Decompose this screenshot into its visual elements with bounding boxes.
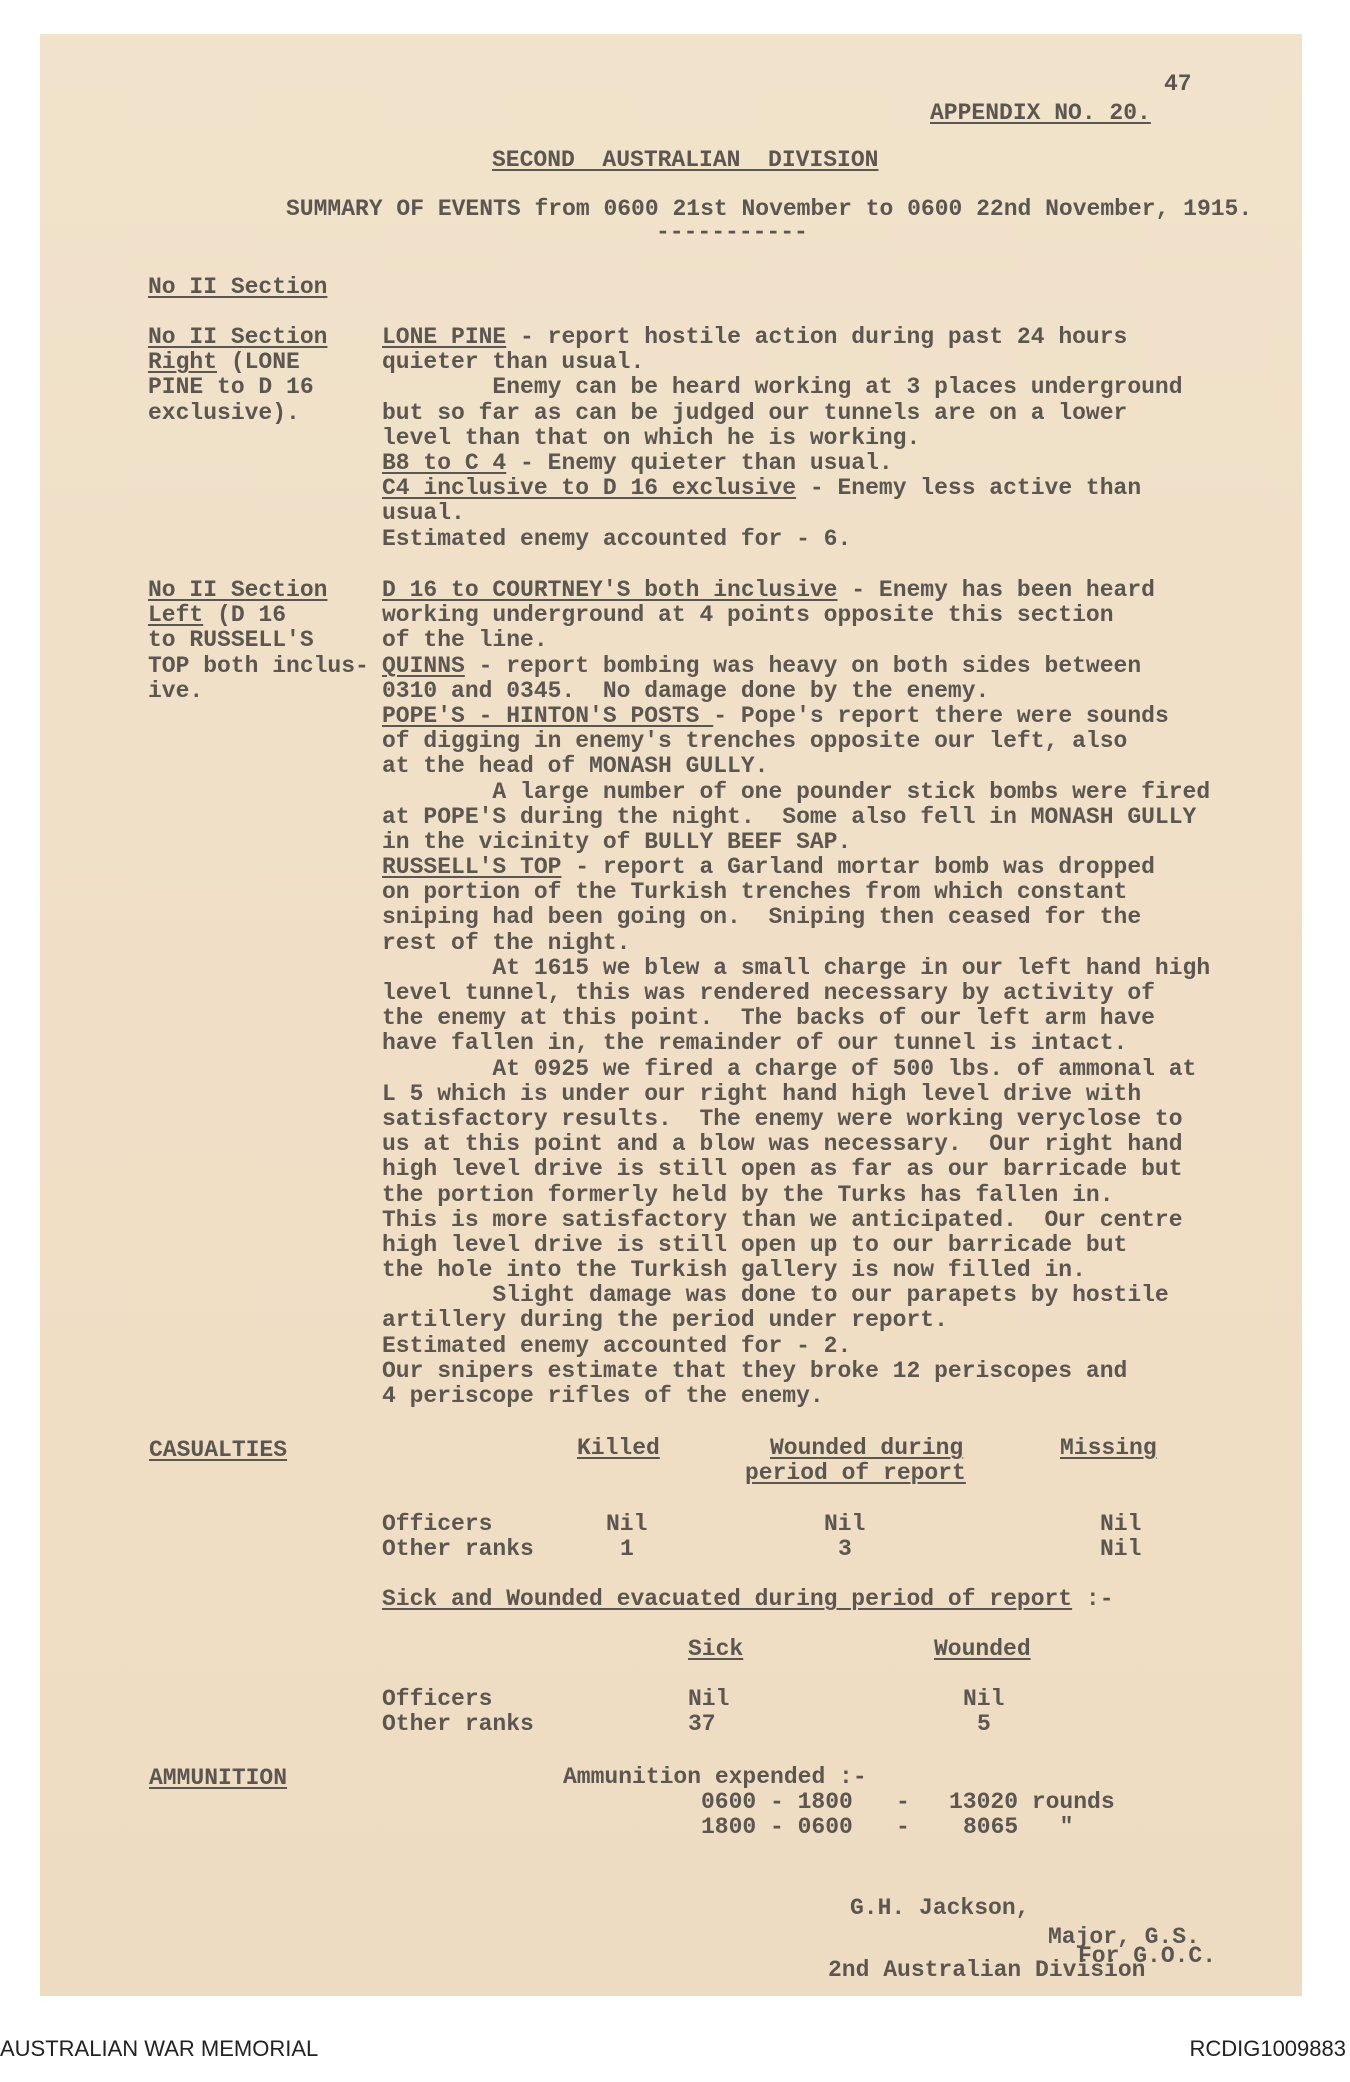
ammunition-intro: Ammunition expended :- bbox=[563, 1764, 867, 1790]
underlined-heading: POPE'S - HINTON'S POSTS bbox=[382, 702, 714, 729]
text-segment: on portion of the Turkish trenches from which constant bbox=[382, 879, 1128, 906]
underlined-heading: No II Section bbox=[148, 324, 328, 350]
evac-wounded: Nil bbox=[963, 1686, 1005, 1712]
title-separator: ----------- bbox=[656, 219, 808, 245]
text-line bbox=[382, 401, 1183, 426]
text-segment: A large number of one pounder stick bombs were fired bbox=[382, 778, 1211, 805]
left-section-label bbox=[148, 578, 369, 704]
underlined-heading: B8 to C 4 bbox=[382, 449, 507, 476]
text-line bbox=[382, 1283, 1210, 1308]
text-line bbox=[148, 325, 327, 350]
col-killed: Killed bbox=[577, 1435, 660, 1461]
text-segment: rest of the night. bbox=[382, 929, 631, 956]
text-line bbox=[382, 375, 1183, 400]
text-line bbox=[382, 1359, 1210, 1384]
text-line bbox=[382, 476, 1183, 501]
underlined-heading: No II Section bbox=[148, 577, 328, 603]
signatory-unit: 2nd Australian Division bbox=[828, 1957, 1146, 1983]
text-segment: level than that on which he is working. bbox=[382, 424, 921, 451]
evac-wounded: 5 bbox=[977, 1711, 991, 1737]
text-line bbox=[382, 1132, 1210, 1157]
ammunition-amount: 8065 " bbox=[963, 1814, 1074, 1840]
text-segment: the portion formerly held by the Turks has fallen in. bbox=[382, 1181, 1114, 1208]
text-line bbox=[382, 981, 1210, 1006]
text-segment: - report bombing was heavy on both sides between bbox=[464, 652, 1142, 679]
ammunition-period: 0600 - 1800 bbox=[701, 1789, 853, 1815]
text-line bbox=[382, 350, 1183, 375]
text-line bbox=[382, 931, 1210, 956]
text-segment: - report a Garland mortar bomb was dropped bbox=[561, 854, 1155, 881]
col-missing: Missing bbox=[1060, 1435, 1157, 1461]
evac-sick: 37 bbox=[688, 1711, 716, 1737]
text-line bbox=[148, 654, 369, 679]
col-wounded-line2: period of report bbox=[745, 1460, 966, 1486]
underlined-heading: Right bbox=[148, 349, 218, 376]
evac-sick: Nil bbox=[688, 1686, 730, 1712]
text-line bbox=[148, 375, 327, 400]
casualty-killed: 1 bbox=[620, 1536, 634, 1562]
casualty-missing: Nil bbox=[1100, 1536, 1142, 1562]
text-line bbox=[382, 1107, 1210, 1132]
text-line bbox=[148, 679, 369, 704]
text-line bbox=[382, 830, 1210, 855]
text-line bbox=[148, 628, 369, 653]
signatory-for: For G.O.C. bbox=[1078, 1943, 1217, 1969]
underlined-heading: C4 inclusive to D 16 exclusive bbox=[382, 475, 797, 502]
text-segment: quieter than usual. bbox=[382, 349, 645, 376]
text-line bbox=[382, 1006, 1210, 1031]
text-segment: to RUSSELL'S bbox=[148, 627, 314, 654]
text-line bbox=[382, 1208, 1210, 1233]
summary-title: SUMMARY OF EVENTS from 0600 21st November to 0600 22nd November, 1915. bbox=[286, 196, 1253, 222]
text-segment: 0310 and 0345. No damage done by the enemy. bbox=[382, 677, 990, 704]
text-segment: - Enemy quieter than usual. bbox=[506, 449, 893, 476]
text-line bbox=[148, 401, 327, 426]
text-line bbox=[382, 729, 1210, 754]
text-segment: - Enemy has been heard bbox=[837, 577, 1155, 603]
underlined-heading: D 16 to COURTNEY'S both inclusive bbox=[382, 577, 838, 603]
right-section-label bbox=[148, 325, 327, 426]
evac-row-label: Officers bbox=[382, 1686, 493, 1712]
col-sick: Sick bbox=[688, 1636, 744, 1662]
text-segment: usual. bbox=[382, 500, 465, 527]
text-line bbox=[382, 1258, 1210, 1283]
text-line bbox=[382, 704, 1210, 729]
text-line bbox=[382, 527, 1183, 552]
text-segment: the hole into the Turkish gallery is now filled in. bbox=[382, 1257, 1086, 1284]
text-segment: at POPE'S during the night. Some also fell in MONASH GULLY bbox=[382, 803, 1197, 830]
signatory-rank: Major, G.S. bbox=[1048, 1924, 1200, 1950]
text-line bbox=[382, 1031, 1210, 1056]
casualty-wounded: Nil bbox=[824, 1511, 866, 1537]
text-segment: level tunnel, this was rendered necessary by activity of bbox=[382, 980, 1155, 1006]
underlined-heading: Left bbox=[148, 602, 204, 629]
text-line bbox=[382, 1082, 1210, 1107]
text-line bbox=[382, 780, 1210, 805]
text-segment: artillery during the period under report. bbox=[382, 1307, 948, 1334]
text-line bbox=[382, 905, 1210, 930]
text-line bbox=[382, 451, 1183, 476]
text-line bbox=[382, 578, 1210, 603]
text-segment: exclusive). bbox=[148, 399, 300, 426]
text-segment: This is more satisfactory than we anticipated. Our centre bbox=[382, 1206, 1183, 1233]
text-line bbox=[382, 1384, 1210, 1409]
text-segment: the enemy at this point. The backs of our left arm have bbox=[382, 1005, 1155, 1032]
footer-id: RCDIG1009883 bbox=[1189, 2036, 1346, 2061]
casualty-row-label: Other ranks bbox=[382, 1536, 534, 1562]
text-segment: Estimated enemy accounted for - 2. bbox=[382, 1332, 852, 1359]
text-segment: sniping had been going on. Sniping then ceased for the bbox=[382, 904, 1142, 931]
text-line bbox=[382, 603, 1210, 628]
text-segment: high level drive is still open up to our barricade but bbox=[382, 1231, 1128, 1258]
text-line bbox=[148, 603, 369, 628]
underlined-heading: QUINNS bbox=[382, 652, 465, 679]
text-segment: in the vicinity of BULLY BEEF SAP. bbox=[382, 828, 852, 855]
text-line bbox=[382, 754, 1210, 779]
text-segment: - Pope's report there were sounds bbox=[713, 702, 1169, 729]
col-evac-wounded: Wounded bbox=[934, 1636, 1031, 1662]
text-segment: At 0925 we fired a charge of 500 lbs. of ammonal at bbox=[382, 1055, 1197, 1082]
text-segment: (LONE bbox=[217, 349, 300, 376]
underlined-heading: LONE PINE bbox=[382, 324, 507, 350]
signatory-name: G.H. Jackson, bbox=[850, 1895, 1030, 1921]
text-segment: satisfactory results. The enemy were working veryclose to bbox=[382, 1105, 1183, 1132]
left-section-report bbox=[382, 578, 1210, 1409]
text-segment: 4 periscope rifles of the enemy. bbox=[382, 1383, 824, 1409]
text-segment: working underground at 4 points opposite this section bbox=[382, 602, 1114, 629]
ammunition-amount: 13020 rounds bbox=[949, 1789, 1115, 1815]
text-line bbox=[382, 654, 1210, 679]
division-title: SECOND AUSTRALIAN DIVISION bbox=[492, 147, 879, 173]
text-segment: - report hostile action during past 24 hours bbox=[506, 324, 1128, 350]
text-line bbox=[382, 1308, 1210, 1333]
text-segment: at the head of MONASH GULLY. bbox=[382, 753, 769, 780]
text-segment: At 1615 we blew a small charge in our left hand high bbox=[382, 954, 1211, 981]
casualty-row-label: Officers bbox=[382, 1511, 493, 1537]
evacuated-heading-line bbox=[382, 1587, 1114, 1612]
text-segment: have fallen in, the remainder of our tunnel is intact. bbox=[382, 1030, 1128, 1057]
text-line bbox=[382, 628, 1210, 653]
casualty-missing: Nil bbox=[1100, 1511, 1142, 1537]
text-segment: us at this point and a blow was necessary. Our right hand bbox=[382, 1131, 1183, 1158]
text-line bbox=[382, 1057, 1210, 1082]
underlined-heading: RUSSELL'S TOP bbox=[382, 854, 562, 881]
text-line bbox=[148, 578, 369, 603]
text-line bbox=[382, 855, 1210, 880]
section-heading: No II Section bbox=[148, 274, 328, 300]
ammunition-dash: - bbox=[896, 1789, 910, 1815]
text-segment: Our snipers estimate that they broke 12 periscopes and bbox=[382, 1357, 1128, 1384]
ammunition-heading: AMMUNITION bbox=[149, 1765, 288, 1791]
text-line bbox=[382, 1334, 1210, 1359]
text-line bbox=[148, 350, 327, 375]
text-segment: - Enemy less active than bbox=[796, 475, 1142, 502]
appendix-number: APPENDIX NO. 20. bbox=[930, 100, 1151, 126]
text-line bbox=[382, 880, 1210, 905]
casualty-killed: Nil bbox=[606, 1511, 648, 1537]
text-segment: high level drive is still open as far as our barricade but bbox=[382, 1156, 1183, 1183]
ammunition-period: 1800 - 0600 bbox=[701, 1814, 853, 1840]
text-segment: PINE to D 16 bbox=[148, 374, 314, 401]
text-segment: of digging in enemy's trenches opposite our left, also bbox=[382, 728, 1128, 755]
text-segment: Estimated enemy accounted for - 6. bbox=[382, 525, 852, 552]
evac-row-label: Other ranks bbox=[382, 1711, 534, 1737]
right-section-report bbox=[382, 325, 1183, 552]
text-segment: TOP both inclus- bbox=[148, 652, 369, 679]
casualty-wounded: 3 bbox=[838, 1536, 852, 1562]
page-number: 47 bbox=[1164, 71, 1192, 97]
footer-source: AUSTRALIAN WAR MEMORIAL bbox=[0, 2036, 319, 2061]
text-segment: Slight damage was done to our parapets by hostile bbox=[382, 1282, 1169, 1309]
col-wounded-line1: Wounded during bbox=[770, 1435, 964, 1461]
casualties-heading: CASUALTIES bbox=[149, 1437, 288, 1463]
text-line bbox=[382, 426, 1183, 451]
text-segment: (D 16 bbox=[203, 602, 287, 629]
text-segment: ive. bbox=[148, 677, 204, 704]
text-segment: Enemy can be heard working at 3 places underground bbox=[382, 374, 1183, 401]
text-line bbox=[382, 1183, 1210, 1208]
text-segment: L 5 which is under our right hand high level drive with bbox=[382, 1080, 1142, 1107]
text-line bbox=[382, 1233, 1210, 1258]
text-segment: of the line. bbox=[382, 627, 548, 654]
text-line bbox=[382, 805, 1210, 830]
text-line bbox=[382, 679, 1210, 704]
text-line bbox=[382, 501, 1183, 526]
text-line bbox=[382, 956, 1210, 981]
evacuated-suffix: :- bbox=[1072, 1586, 1114, 1612]
ammunition-dash: - bbox=[896, 1814, 910, 1840]
evacuated-heading: Sick and Wounded evacuated during period of report bbox=[382, 1586, 1073, 1612]
text-line bbox=[382, 1157, 1210, 1182]
text-line bbox=[382, 325, 1183, 350]
text-segment: but so far as can be judged our tunnels are on a lower bbox=[382, 399, 1128, 426]
